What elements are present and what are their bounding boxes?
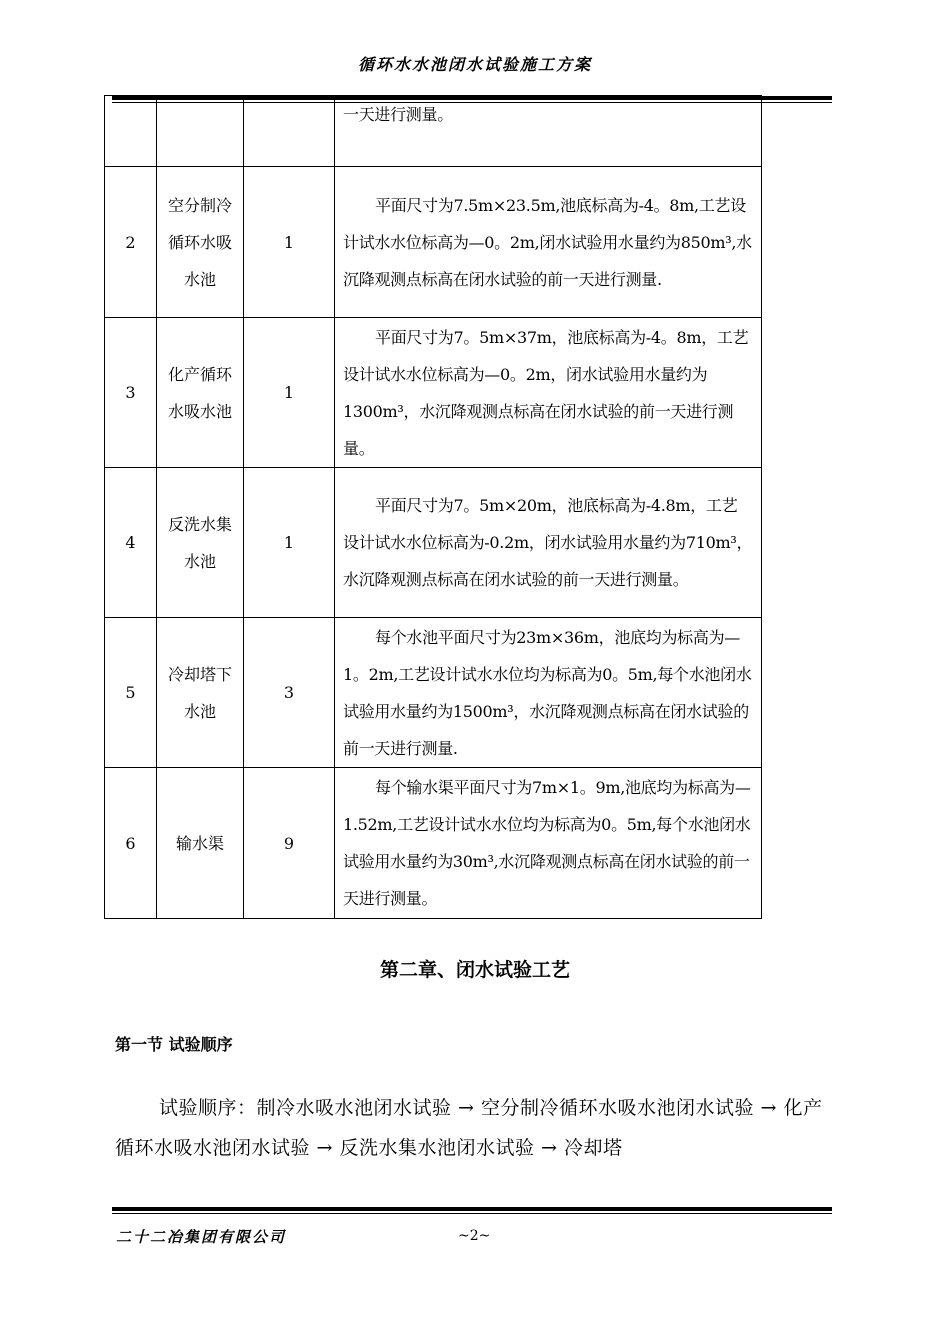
- paragraph-text: 试验顺序：制冷水吸水池闭水试验 → 空分制冷循环水吸水池闭水试验 → 化产循环水吸水池闭水试验 → 反洗水集水池闭水试验 → 冷却塔: [115, 1097, 823, 1159]
- pool-name: 化产循环水吸水池: [168, 364, 233, 421]
- pool-name: 冷却塔下水池: [168, 664, 233, 721]
- row-number: 2: [105, 167, 157, 318]
- footer-rule-thin: [112, 1213, 832, 1214]
- pool-count: 3: [244, 618, 335, 768]
- pool-description: 一天进行测量。: [335, 96, 762, 167]
- row-number: [105, 96, 157, 167]
- table-row: [105, 468, 762, 618]
- pool-description: 平面尺寸为7。5m×37m，池底标高为-4。8m，工艺设计试水水位标高为—0。2m，闭水试验用水量约为1300m³，水沉降观测点标高在闭水试验的前一天进行测量。: [343, 327, 749, 458]
- pool-count: 1: [244, 468, 335, 618]
- pool-name: 空分制冷循环水吸水池: [168, 195, 233, 289]
- pool-description: 每个输水渠平面尺寸为7m×1。9m,池底均为标高为—1.52m,工艺设计试水水位均为标高为0。5m,每个水池闭水试验用水量约为30m³,水沉降观测点标高在闭水试验的前一天进行测量。: [343, 778, 751, 908]
- pool-spec-table: [104, 95, 762, 919]
- table-row: [105, 618, 762, 768]
- chapter-title: 第二章、闭水试验工艺: [379, 959, 570, 981]
- pool-description: 平面尺寸为7。5m×20m，池底标高为-4.8m，工艺设计试水水位标高为-0.2m，闭水试验用水量约为710m³，水沉降观测点标高在闭水试验的前一天进行测量。: [343, 496, 753, 589]
- pool-count: 1: [244, 318, 335, 468]
- footer-company: 二十二冶集团有限公司: [116, 1228, 287, 1246]
- pool-name: 反洗水集水池: [168, 514, 233, 571]
- footer-rule: [112, 1207, 832, 1211]
- pool-description: 每个水池平面尺寸为23m×36m，池底均为标高为—1。2m,工艺设计试水水位均为标高为0。5m,每个水池闭水试验用水量约为1500m³，水沉降观测点标高在闭水试验的前一天进行测量.: [343, 627, 752, 758]
- row-number: 5: [105, 618, 157, 768]
- pool-count: [244, 96, 335, 167]
- pool-count: 9: [244, 768, 335, 919]
- pool-name: 输水渠: [175, 833, 224, 853]
- row-number: 6: [105, 768, 157, 919]
- table-row: [105, 768, 762, 919]
- table-row: [105, 96, 762, 167]
- pool-description: 平面尺寸为7.5m×23.5m,池底标高为-4。8m,工艺设计试水水位标高为—0。2m,闭水试验用水量约为850m³,水沉降观测点标高在闭水试验的前一天进行测量.: [343, 195, 752, 289]
- pool-name: [157, 96, 244, 167]
- row-number: 4: [105, 468, 157, 618]
- table-row: [105, 318, 762, 468]
- page-header-title: 循环水水池闭水试验施工方案: [357, 55, 592, 74]
- page-number: ~2~: [458, 1228, 491, 1244]
- section-title: 第一节 试验顺序: [115, 1035, 233, 1054]
- row-number: 3: [105, 318, 157, 468]
- pool-count: 1: [244, 167, 335, 318]
- table-row: [105, 167, 762, 318]
- body-paragraph: [115, 1088, 835, 1168]
